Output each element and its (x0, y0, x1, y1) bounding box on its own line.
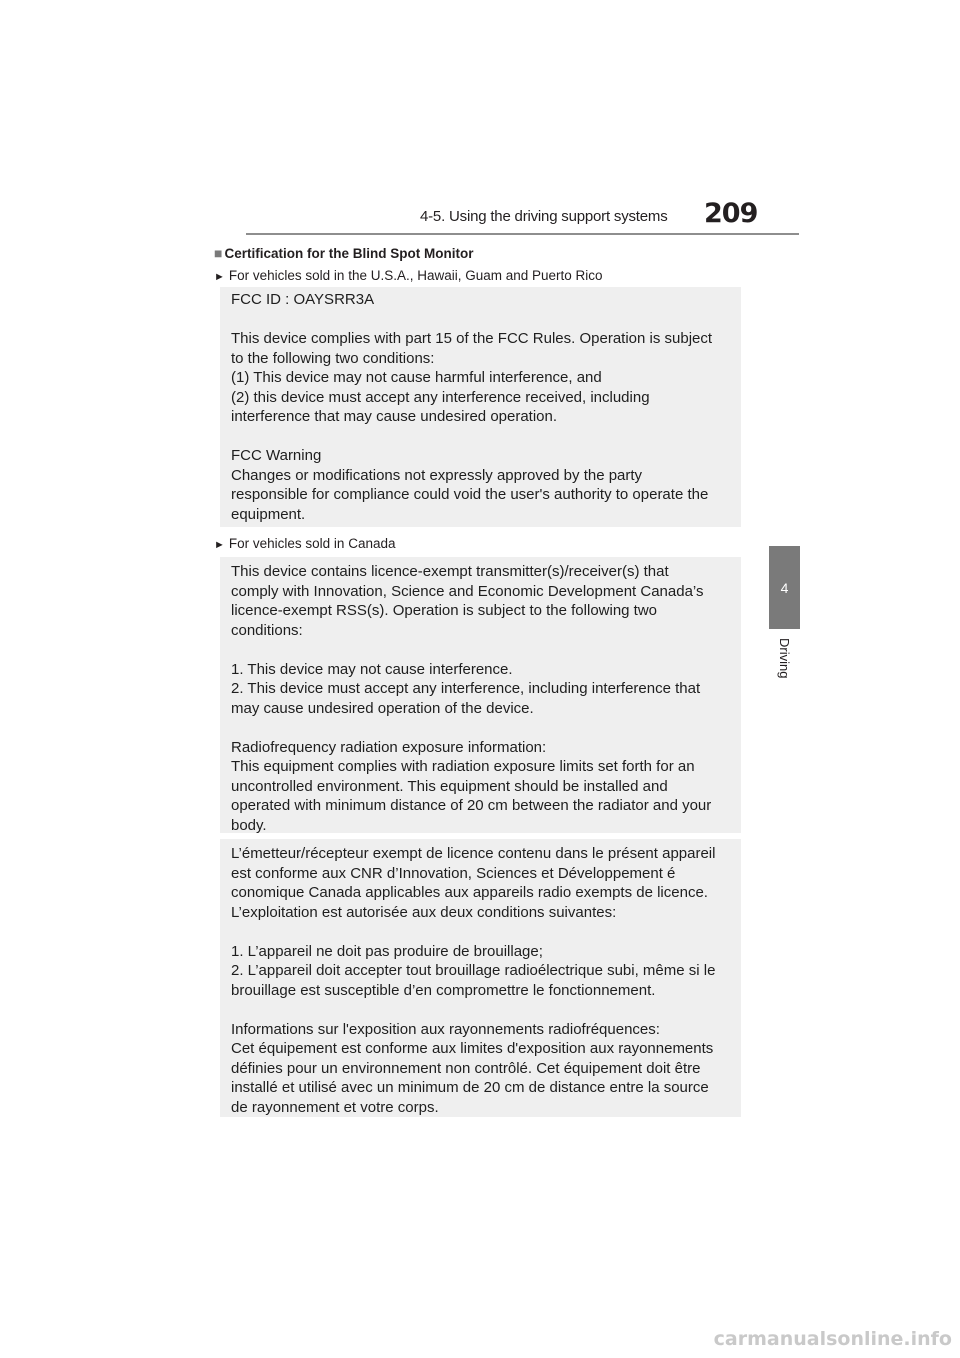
fcc-id: FCC ID : OAYSRR3A (231, 291, 375, 308)
chapter-label-container (769, 632, 800, 684)
chapter-tab (769, 546, 800, 629)
canada-fr-conditions: 1. L’appareil ne doit pas produire de brouillage; 2. L’appareil doit accepter tout brouillage radioélectrique subi, même si le brouillage est susceptible d’en compromettre le fonctionnement. (231, 942, 716, 999)
triangle-arrow-icon: ► (214, 271, 225, 283)
bullet-usa (214, 268, 603, 283)
canada-fr-intro: L’émetteur/récepteur exempt de licence contenu dans le présent appareil est conforme aux CNR d’Innovation, Sciences et Développement é conomique Canada applicables aux appareils radio exempts de licence. L’exploitation est autorisée aux deux conditions suivantes: (231, 845, 716, 921)
fcc-notice-box (220, 287, 741, 527)
triangle-arrow-icon: ► (214, 539, 225, 551)
section-heading (214, 245, 473, 261)
fcc-compliance-text: This device complies with part 15 of the FCC Rules. Operation is subject to the following two conditions: (1) This device may not cause harmful interference, and (2) this device must accept any interference received, including interference that may cause undesired operation. (231, 330, 713, 425)
chapter-number: 4 (780, 579, 789, 596)
canada-en-radiation: Radiofrequency radiation exposure information: This equipment complies with radiation exposure limits set forth for an uncontrolled environment. This equipment should be installed and operated with minimum distance of 20 cm between the radiator and your body. (231, 738, 712, 834)
header-divider (246, 233, 799, 235)
bullet-usa-text: For vehicles sold in the U.S.A., Hawaii, Guam and Puerto Rico (228, 268, 603, 283)
bullet-canada-text: For vehicles sold in Canada (228, 536, 396, 551)
section-heading-text: Certification for the Blind Spot Monitor (224, 246, 474, 261)
running-header-title: 4-5. Using the driving support systems (420, 208, 668, 225)
fcc-warning-text: FCC Warning Changes or modifications not expressly approved by the party responsible for compliance could void the user's authority to operate the equipment. (231, 447, 709, 523)
canada-en-conditions: 1. This device may not cause interference. 2. This device must accept any interference, including interference that may cause undesired operation of the device. (231, 660, 701, 717)
canada-fr-radiation: Informations sur l'exposition aux rayonnements radiofréquences: Cet équipement est conforme aux limites d'exposition aux rayonnements définies pour un environnement non contrôlé. Cet équipement doit être installé et utilisé avec un minimum de 20 cm de distance entre la source de rayonnement et votre corps. (231, 1020, 714, 1116)
bullet-canada (214, 536, 395, 551)
chapter-label: Driving (777, 637, 792, 679)
watermark-text: carmanualsonline.info (713, 1328, 952, 1350)
canada-french-notice-box (220, 839, 741, 1117)
canada-english-notice-box (220, 557, 741, 833)
canada-en-intro: This device contains licence-exempt transmitter(s)/receiver(s) that comply with Innovation, Science and Economic Development Canada’s licence-exempt RSS(s). Operation is subject to the following two conditions: (231, 563, 704, 639)
square-bullet-icon: ■ (214, 245, 223, 261)
page-number: 209 (704, 198, 758, 229)
